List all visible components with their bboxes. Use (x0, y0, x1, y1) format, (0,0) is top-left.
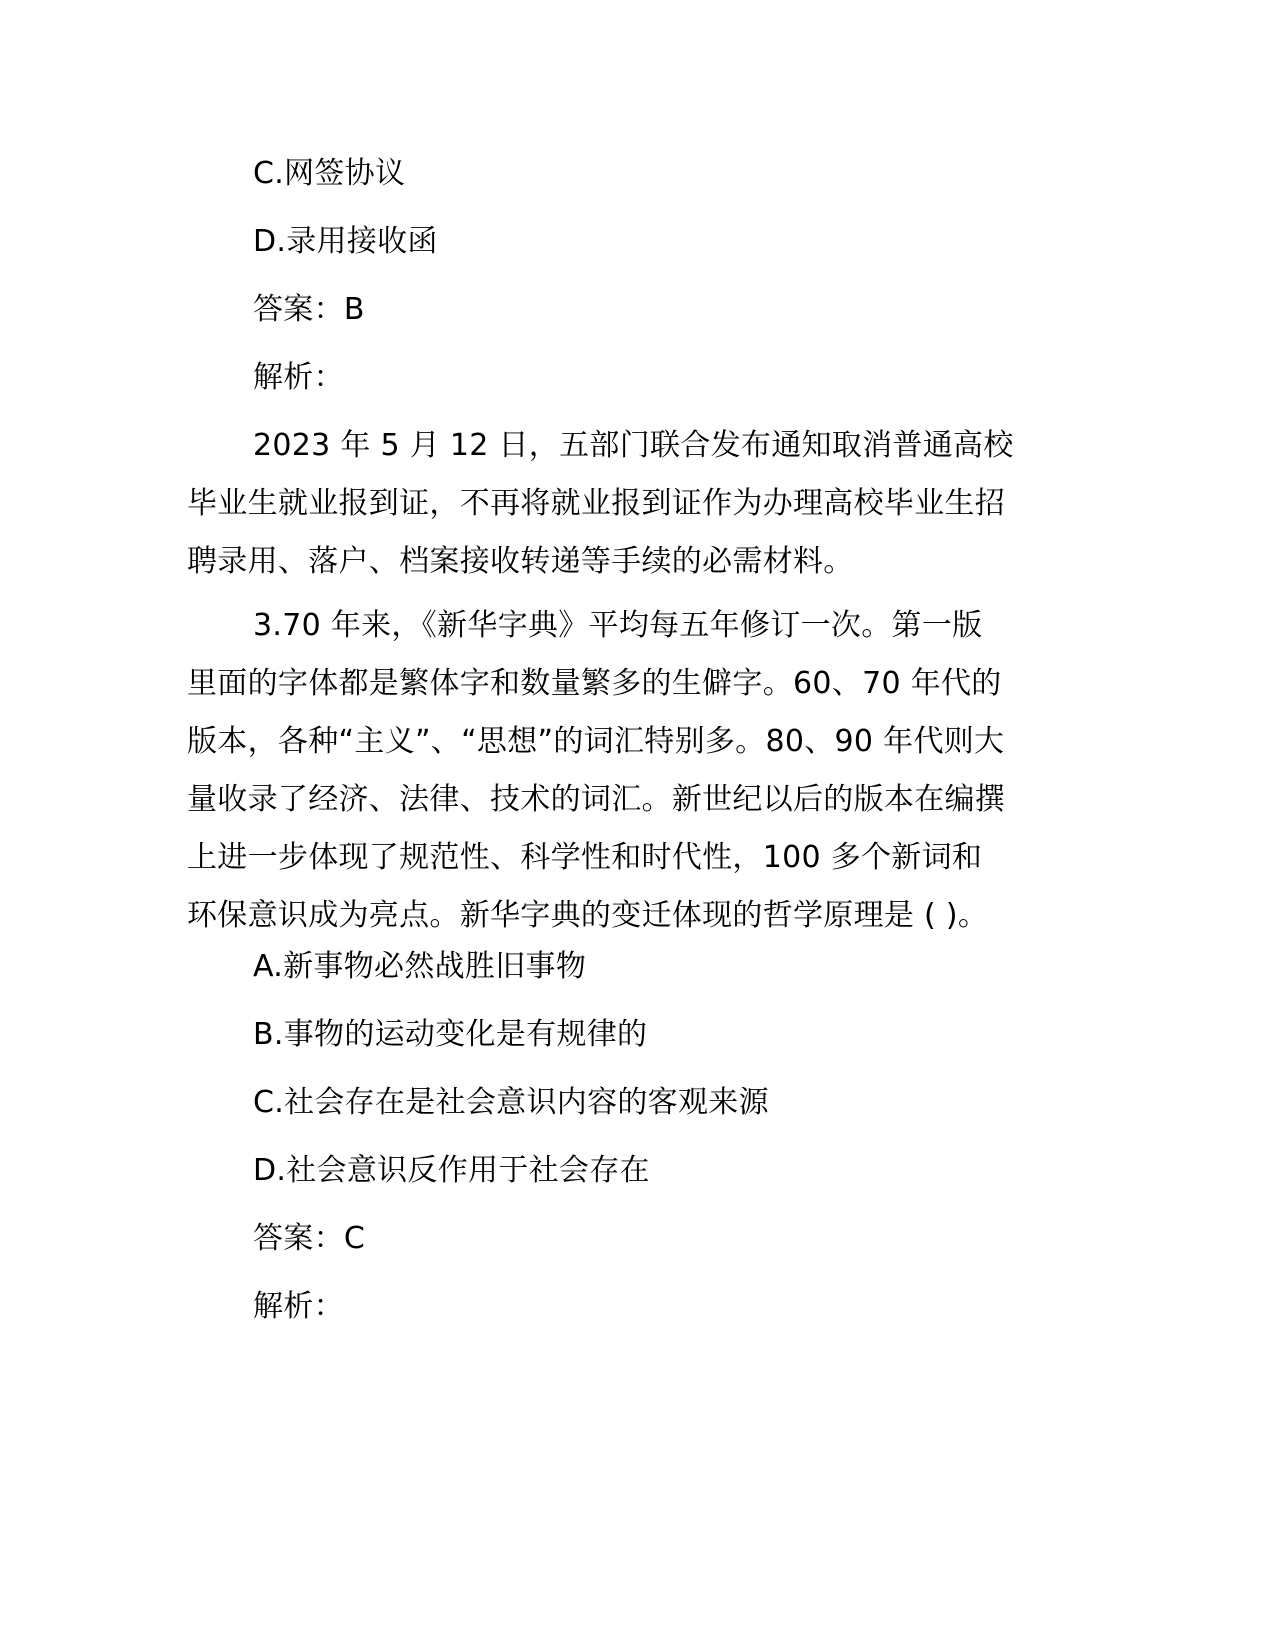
question-3-stem (187, 597, 1087, 945)
question-3-stem-line-6: 环保意识成为亮点。新华字典的变迁体现的哲学原理是 ( )。 (187, 898, 989, 933)
prev-option-c: C.网签协议 (253, 156, 406, 191)
question-3-option-b: B.事物的运动变化是有规律的 (253, 1017, 648, 1052)
question-3-option-c: C.社会存在是社会意识内容的客观来源 (253, 1085, 769, 1120)
question-3-stem-line-3: 版本，各种“主义”、“思想”的词汇特别多。80、90 年代则大 (187, 724, 1005, 759)
question-3-stem-line-4: 量收录了经济、法律、技术的词汇。新世纪以后的版本在编撰 (187, 782, 1006, 817)
prev-answer: 答案：B (253, 292, 365, 327)
question-3-stem-line-2: 里面的字体都是繁体字和数量繁多的生僻字。60、70 年代的 (187, 666, 1002, 701)
question-3-stem-line-5: 上进一步体现了规范性、科学性和时代性，100 多个新词和 (187, 840, 983, 875)
prev-analysis-line-2: 毕业生就业报到证，不再将就业报到证作为办理高校毕业生招 (187, 486, 1006, 521)
prev-analysis-line-1: 2023 年 5 月 12 日，五部门联合发布通知取消普通高校 (253, 428, 1014, 463)
question-3-option-a: A.新事物必然战胜旧事物 (253, 949, 587, 984)
question-3-answer: 答案：C (253, 1221, 366, 1256)
question-3-stem-line-1: 3.70 年来，《新华字典》平均每五年修订一次。第一版 (253, 608, 983, 643)
prev-analysis-line-3: 聘录用、落户、档案接收转递等手续的必需材料。 (187, 544, 854, 579)
prev-analysis-label: 解析： (253, 360, 344, 395)
question-3-option-d: D.社会意识反作用于社会存在 (253, 1153, 650, 1188)
question-3-analysis-label: 解析： (253, 1289, 344, 1324)
prev-option-d: D.录用接收函 (253, 224, 438, 259)
prev-analysis-text (187, 417, 1087, 591)
